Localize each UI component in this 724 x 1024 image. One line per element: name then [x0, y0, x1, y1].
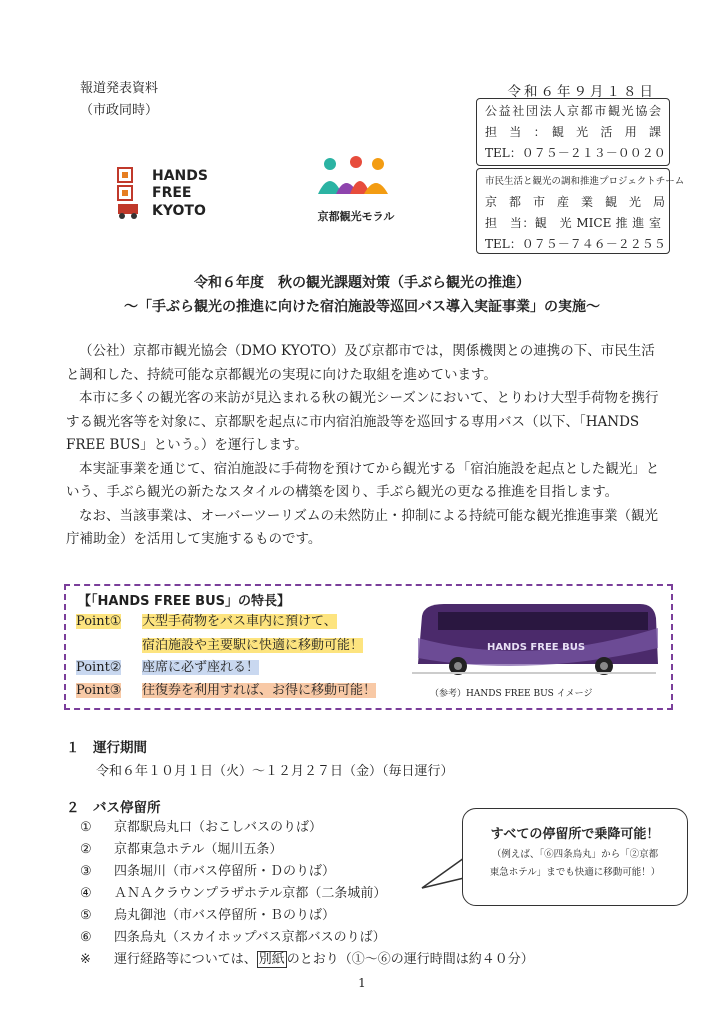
- bus-stop-item: ② 京都東急ホテル（堀川五条）: [80, 842, 283, 857]
- route-note: ※ 運行経路等については、 別紙 のとおり（①～⑥の運行時間は約４０分）: [80, 952, 534, 967]
- point-3-text: 往復券を利用すれば、お得に移動可能！: [142, 683, 377, 698]
- point-1-text-2: 宿泊施設や主要駅に快適に移動可能！: [142, 638, 364, 653]
- svg-text:KYOTO: KYOTO: [152, 203, 206, 219]
- paragraph: 本市に多くの観光客の来訪が見込まれる秋の観光シーズンにおいて、とりわけ大型手荷物を携行する観光客等を対象に、京都駅を起点に市内宿泊施設等を巡回する専用バス（以下、「HANDS FREE BUS」という。）を運行します。: [66, 390, 659, 453]
- contact-box-city: [476, 168, 685, 254]
- operation-period: 令和６年１０月１日（火）～１２月２７日（金）（毎日運行）: [96, 764, 454, 779]
- svg-text:FREE: FREE: [152, 185, 192, 201]
- release-scope: （市政同時）: [80, 103, 159, 118]
- contact-org: 京 都 市 産 業 観 光 局: [485, 195, 666, 209]
- bubble-title: すべての停留所で乗降可能！: [490, 827, 660, 842]
- svg-text:京都観光モラル: 京都観光モラル: [317, 210, 395, 223]
- contact-team: 市民生活と観光の調和推進プロジェクトチーム: [485, 176, 685, 187]
- contact-dept: 担 当：観 光 MICE 推 進 室: [485, 216, 661, 230]
- features-title: 【「HANDS FREE BUS」の特長】: [78, 594, 291, 609]
- bus-stop-item: ③ 四条堀川（市バス停留所・Ｄのりば）: [80, 864, 336, 879]
- hands-free-kyoto-logo: [116, 162, 228, 222]
- contact-tel: TEL：０７５－７４６－２２５５: [485, 237, 666, 251]
- all-stops-bubble: [462, 808, 688, 906]
- paragraph: 本実証事業を通じて、宿泊施設に手荷物を預けてから観光する「宿泊施設を起点とした観光」という、手ぶら観光の新たなスタイルの構築を図り、手ぶら観光の更なる推進を目指します。: [66, 460, 660, 500]
- contact-box-association: [476, 98, 670, 166]
- page-number: 1: [358, 976, 366, 990]
- svg-text:HANDS: HANDS: [152, 168, 208, 184]
- paragraph: （公社）京都市観光協会（DMO KYOTO）及び京都市では，関係機関との連携の下、市民生活と調和した、持続可能な京都観光の実現に向けた取組を進めています。: [66, 343, 655, 383]
- bus-image: [408, 598, 660, 680]
- contact-org: 公益社団法人京都市観光協会: [485, 104, 661, 118]
- contact-tel: TEL：０７５－２１３－００２０: [485, 146, 666, 160]
- release-type: 報道発表資料: [80, 81, 159, 96]
- paragraph: なお、当該事業は、オーバーツーリズムの未然防止・抑制による持続可能な観光推進事業（観光庁補助金）を活用して実施するものです。: [66, 507, 659, 547]
- bus-stop-item: ⑥ 四条烏丸（スカイホップバス京都バスのりば）: [80, 930, 386, 945]
- point-3-label: Point③: [76, 683, 122, 698]
- section-1-heading: １ 運行期間: [66, 740, 147, 756]
- body-text: [66, 340, 660, 552]
- release-date: 令和６年９月１８日: [507, 84, 656, 100]
- point-1-text: 大型手荷物をバス車内に預けて、: [142, 614, 337, 629]
- contact-dept: 担 当 ： 観 光 活 用 課: [485, 125, 661, 139]
- svg-text:HANDS FREE BUS: HANDS FREE BUS: [486, 642, 586, 653]
- bus-stop-item: ④ ＡＮＡクラウンプラザホテル京都（二条城前）: [80, 886, 387, 901]
- doc-title: 令和６年度 秋の観光課題対策（手ぶら観光の推進）: [194, 275, 530, 291]
- section-2-heading: ２ バス停留所: [66, 800, 161, 816]
- doc-subtitle: ～「手ぶら観光の推進に向けた宿泊施設等巡回バス導入実証事業」の実施～: [124, 299, 600, 315]
- point-2-text: 座席に必ず座れる！: [142, 660, 260, 675]
- bus-caption: （参考）HANDS FREE BUS イメージ: [430, 689, 593, 699]
- bus-stop-item: ⑤ 烏丸御池（市バス停留所・Ｂのりば）: [80, 908, 336, 923]
- bubble-text: （例えば、「⑥四条烏丸」から「②京都 東急ホテル」までも快適に移動可能！）: [489, 849, 661, 878]
- release-label: [80, 78, 158, 122]
- point-2-label: Point②: [76, 660, 122, 675]
- kyoto-kanko-moral-logo: [296, 150, 416, 230]
- bus-stop-item: ① 京都駅烏丸口（おこしバスのりば）: [80, 820, 323, 835]
- appendix-link[interactable]: 別紙: [258, 952, 285, 967]
- point-1-label: Point①: [76, 614, 122, 629]
